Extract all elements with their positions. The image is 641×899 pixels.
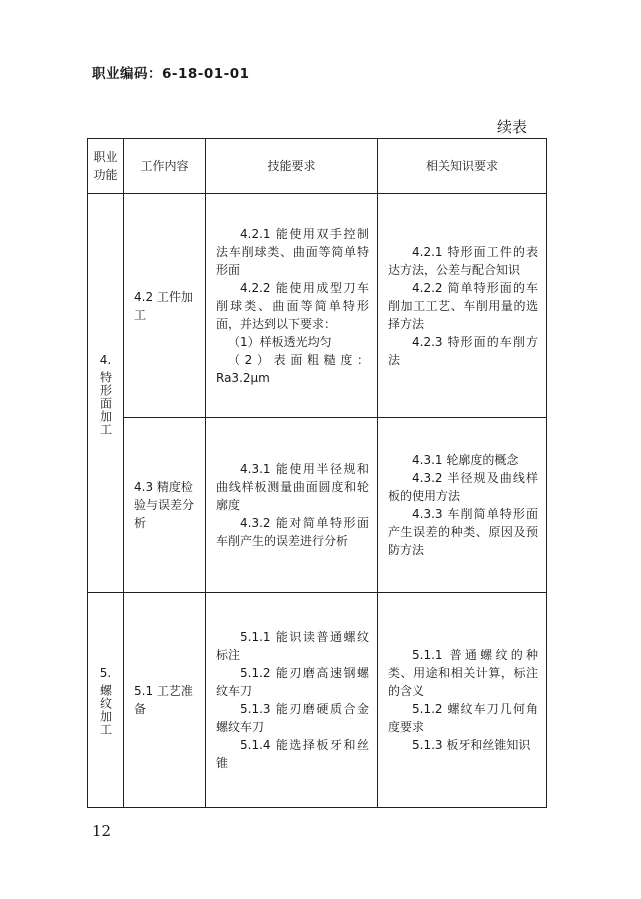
function-name: 螺纹加工 [98, 684, 113, 736]
header-knowledge-requirements: 相关知识要求 [378, 139, 547, 194]
header-function: 职业功能 [88, 139, 124, 194]
skill-item: 4.2.2 能使用成型刀车削球类、曲面等简单特形面，并达到以下要求： [216, 280, 369, 331]
knowledge-item: 4.3.3 车削简单特形面产生误差的种类、原因及预防方法 [388, 507, 538, 557]
knowledge-item: 4.2.3 特形面的车削方法 [388, 334, 538, 367]
skill-item: 5.1.1 能识读普通螺纹标注 [216, 630, 369, 662]
skill-item: （2）表面粗糙度：Ra3.2μm [216, 352, 369, 385]
skills-cell [206, 418, 378, 593]
function-name: 特形面加工 [98, 370, 113, 436]
page-number: 12 [92, 822, 112, 840]
table-header-row [88, 139, 547, 194]
knowledge-item: 4.2.1 特形面工件的表达方法，公差与配合知识 [388, 244, 538, 277]
skills-cell [206, 593, 378, 808]
function-number: 5. [99, 666, 112, 680]
knowledge-item: 4.2.2 简单特形面的车削加工工艺、车削用量的选择方法 [388, 280, 538, 331]
knowledge-item: 5.1.2 螺纹车刀几何角度要求 [388, 702, 538, 734]
table-row [88, 418, 547, 593]
continued-label: 续表 [497, 118, 528, 136]
skill-item: 4.3.2 能对简单特形面车削产生的误差进行分析 [216, 516, 369, 548]
header-work-content: 工作内容 [124, 139, 206, 194]
knowledge-item: 5.1.1 普通螺纹的种类、用途和相关计算，标注的含义 [388, 648, 538, 698]
work-content-cell: 4.2 工件加工 [124, 194, 206, 418]
function-cell [88, 194, 124, 593]
skill-item: （1）样板透光均匀 [228, 334, 332, 349]
skill-item: 5.1.3 能刃磨硬质合金螺纹车刀 [216, 702, 369, 734]
work-content-cell: 4.3 精度检验与误差分析 [124, 418, 206, 593]
occupation-code: 职业编码：6-18-01-01 [92, 66, 250, 82]
knowledge-cell [378, 593, 547, 808]
function-cell [88, 593, 124, 808]
skills-table [87, 138, 547, 808]
function-number: 4. [99, 352, 112, 367]
table-row [88, 593, 547, 808]
knowledge-cell [378, 194, 547, 418]
skills-cell [206, 194, 378, 418]
work-content-cell: 5.1 工艺准备 [124, 593, 206, 808]
skill-item: 4.3.1 能使用半径规和曲线样板测量曲面圆度和轮廓度 [216, 462, 369, 512]
skill-item: 5.1.4 能选择板牙和丝锥 [216, 738, 369, 770]
knowledge-cell [378, 418, 547, 593]
knowledge-item: 5.1.3 板牙和丝锥知识 [412, 738, 531, 752]
skill-item: 5.1.2 能刃磨高速钢螺纹车刀 [216, 666, 369, 698]
knowledge-item: 4.3.2 半径规及曲线样板的使用方法 [388, 471, 538, 503]
knowledge-item: 4.3.1 轮廓度的概念 [412, 453, 519, 467]
header-skill-requirements: 技能要求 [206, 139, 378, 194]
table-row [88, 194, 547, 418]
skill-item: 4.2.1 能使用双手控制法车削球类、曲面等简单特形面 [216, 226, 369, 277]
